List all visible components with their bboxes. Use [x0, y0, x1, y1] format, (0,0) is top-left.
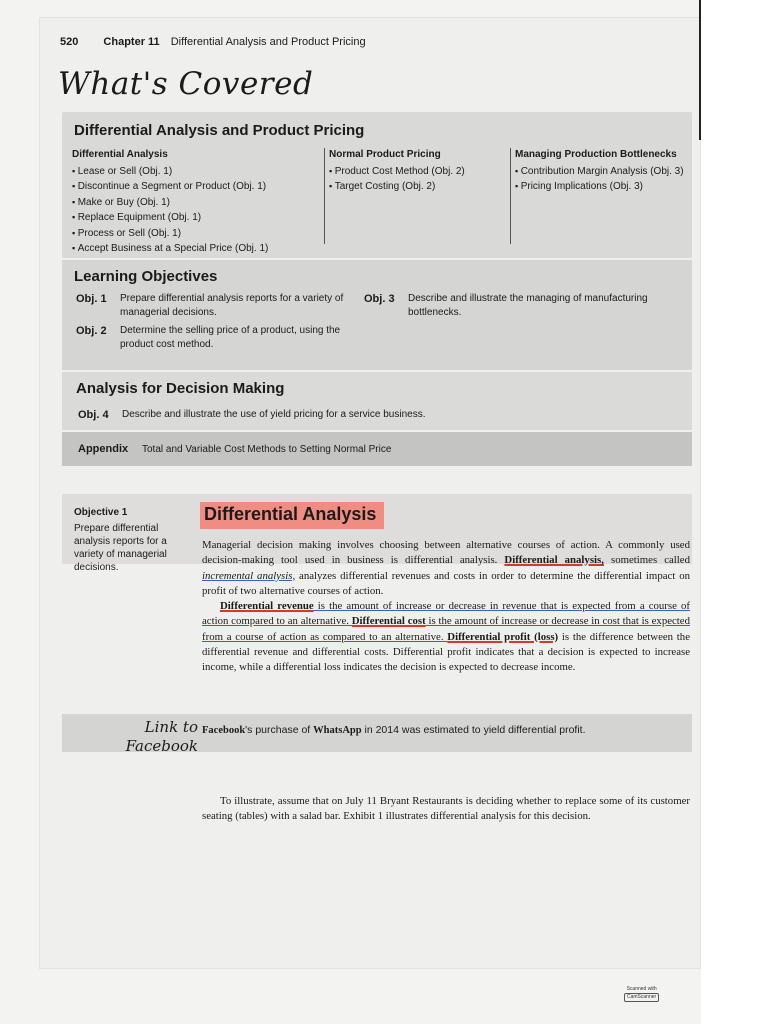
term-differential-analysis: Differential analysis, [504, 554, 604, 567]
text-run: sometimes called [603, 554, 690, 567]
objective-1-text: Prepare differential analysis reports for a variety of managerial decisions. [74, 523, 167, 573]
decision-title: Analysis for Decision Making [76, 380, 285, 397]
scanner-watermark [624, 986, 659, 1002]
company-whatsapp: WhatsApp [313, 725, 362, 736]
objective-label: Obj. 3 [364, 293, 395, 305]
list-item: ▪ Pricing Implications (Obj. 3) [515, 179, 697, 195]
objective-text: Determine the selling price of a product, using the product cost method. [120, 325, 341, 350]
list-item: ▪ Product Cost Method (Obj. 2) [329, 164, 509, 180]
objective-1 [76, 292, 366, 320]
handwritten-link-note: Link to Facebook [125, 718, 198, 755]
list-item: ▪ Replace Equipment (Obj. 1) [72, 210, 312, 226]
text-run: is the difference between the differential revenue and differential costs. Differential profit indicates that a decision is expected to increase income, while a differential loss indicates the decision is expected to decrease income. [202, 630, 690, 674]
objective-label: Obj. 1 [76, 293, 107, 305]
appendix-text: Total and Variable Cost Methods to Setting Normal Price [142, 444, 392, 455]
list-item: ▪ Make or Buy (Obj. 1) [72, 195, 312, 211]
covered-title: Differential Analysis and Product Pricing [74, 122, 365, 139]
list-item: ▪ Lease or Sell (Obj. 1) [72, 164, 312, 180]
illustrate-paragraph: To illustrate, assume that on July 11 Bryant Restaurants is deciding whether to replace some of its customer seating (tables) with a salad bar. Exhibit 1 illustrates differential analysis for this decision. [202, 795, 690, 823]
section-heading: Differential Analysis [200, 502, 384, 529]
term-differential-revenue: Differential revenue [220, 600, 314, 613]
covered-column-differential [72, 148, 312, 257]
covered-column-bottlenecks [510, 148, 697, 244]
covered-column-pricing [324, 148, 509, 244]
list-item: ▪ Discontinue a Segment or Product (Obj. 1) [72, 179, 312, 195]
column-heading: Managing Production Bottlenecks [515, 149, 677, 160]
scanner-logo: CamScanner [624, 993, 659, 1002]
objective-text: Describe and illustrate the managing of manufacturing bottlenecks. [408, 293, 648, 318]
running-header [60, 36, 366, 48]
text-run: is the amount of increase or decrease in cost that is expected from a course of action as compared to an alternative. [202, 615, 690, 643]
list-item: ▪ Target Costing (Obj. 2) [329, 179, 509, 195]
paragraph [202, 599, 690, 675]
text-run: in 2014 was estimated to yield differential profit. [361, 724, 586, 736]
column-heading: Differential Analysis [72, 149, 168, 160]
decision-making-panel [62, 372, 692, 430]
column-heading: Normal Product Pricing [329, 149, 441, 160]
page-edge-line [699, 0, 701, 140]
objective-2 [76, 324, 366, 352]
learning-objectives-panel [62, 260, 692, 370]
term-differential-profit: Differential profit (loss) [447, 630, 559, 643]
covered-panel [62, 112, 692, 258]
company-facebook: Facebook [202, 725, 246, 736]
objective-label: Obj. 4 [78, 409, 109, 421]
list-item: ▪ Accept Business at a Special Price (Obj. 1) [72, 241, 312, 257]
body-text [202, 538, 690, 676]
objective-text: Prepare differential analysis reports for a variety of managerial decisions. [120, 293, 344, 318]
link-to-facebook-text [202, 724, 586, 736]
text-run: analyzes differential revenues and costs in order to determine the differential impact on profit of two alternative courses of action. [202, 569, 690, 597]
appendix-bar [62, 432, 692, 466]
appendix-label: Appendix [78, 443, 129, 455]
list-item: ▪ Process or Sell (Obj. 1) [72, 226, 312, 242]
term-differential-cost: Differential cost [351, 615, 426, 628]
objective-1-label: Objective 1 [74, 507, 128, 518]
paragraph [202, 538, 690, 599]
objective-text: Describe and illustrate the use of yield pricing for a service business. [122, 409, 426, 420]
chapter-title: Differential Analysis and Product Pricing [170, 36, 366, 48]
objective-3 [364, 292, 664, 320]
page-edge-background [701, 0, 768, 1024]
text-run: 's purchase of [245, 724, 314, 736]
objective-4 [78, 408, 678, 422]
handwritten-title: What's Covered [58, 66, 314, 102]
term-incremental-analysis: incremental analysis, [202, 569, 296, 582]
learning-title: Learning Objectives [74, 268, 218, 285]
text-run: is the amount of increase or decrease in revenue that is expected from a course of action compared to an alternative. [202, 600, 691, 628]
list-item: ▪ Contribution Margin Analysis (Obj. 3) [515, 164, 697, 180]
page-number: 520 [60, 36, 79, 48]
chapter-label: Chapter 11 [103, 36, 160, 48]
text-run: Managerial decision making involves choosing between alternative courses of action. A commonly used decision-making tool used in business is differential analysis. [202, 539, 690, 567]
scanner-line-1: Scanned with [626, 986, 657, 992]
objective-label: Obj. 2 [76, 325, 107, 337]
